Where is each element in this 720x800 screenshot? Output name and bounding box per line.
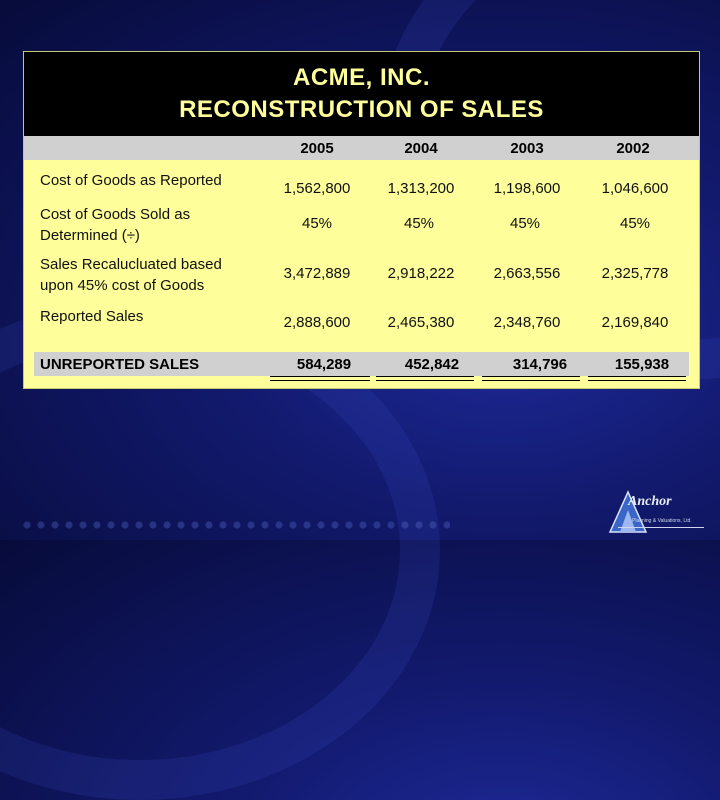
table-cell: 1,562,800 [283, 180, 351, 197]
table-cell: 1,046,600 [601, 180, 669, 197]
table-header [24, 52, 699, 136]
total-cell: 314,796 [512, 356, 568, 373]
total-label: UNREPORTED SALES [40, 356, 200, 373]
table-cell: 2,465,380 [387, 314, 455, 331]
year-2005: 2005 [300, 140, 334, 157]
table-cell: 2,325,778 [601, 265, 669, 282]
table-cell: 45% [509, 215, 541, 232]
row-label-line: Reported Sales [40, 308, 144, 325]
double-underline [588, 376, 686, 381]
double-underline [482, 376, 580, 381]
row-label-line: Sales Recalucluated based [40, 256, 222, 273]
table-cell: 45% [301, 215, 333, 232]
table-cell: 2,348,760 [493, 314, 561, 331]
year-2002: 2002 [616, 140, 650, 157]
double-underline [376, 376, 474, 381]
table-cell: 2,918,222 [387, 265, 455, 282]
table-cell: 2,169,840 [601, 314, 669, 331]
table-cell: 45% [619, 215, 651, 232]
sales-table-panel [24, 52, 699, 388]
page-subtitle: RECONSTRUCTION OF SALES [179, 96, 544, 123]
table-cell: 45% [403, 215, 435, 232]
row-label-line: Cost of Goods as Reported [40, 172, 222, 189]
table-cell: 2,888,600 [283, 314, 351, 331]
year-2004: 2004 [404, 140, 438, 157]
logo-tagline: Planning & Valuations, Ltd. [632, 518, 692, 524]
row-label-line: upon 45% cost of Goods [40, 277, 205, 294]
total-cell: 584,289 [296, 356, 352, 373]
total-cell: 452,842 [404, 356, 460, 373]
year-2003: 2003 [510, 140, 544, 157]
table-cell: 1,198,600 [493, 180, 561, 197]
row-label-line: Cost of Goods Sold as [40, 206, 191, 223]
row-label-line: Determined (÷) [40, 227, 140, 244]
logo-wordmark: Anchor [628, 494, 672, 509]
page-title: ACME, INC. [293, 64, 430, 91]
row-label-sales-recalculated [40, 254, 270, 296]
decorative-dot-row [20, 520, 450, 530]
table-cell: 2,663,556 [493, 265, 561, 282]
row-label-reported-sales [40, 306, 270, 327]
row-label-cost-reported [40, 170, 270, 191]
row-label-cogs-determined [40, 204, 270, 246]
total-cell: 155,938 [614, 356, 670, 373]
double-underline [270, 376, 370, 381]
table-cell: 1,313,200 [387, 180, 455, 197]
table-cell: 3,472,889 [283, 265, 351, 282]
